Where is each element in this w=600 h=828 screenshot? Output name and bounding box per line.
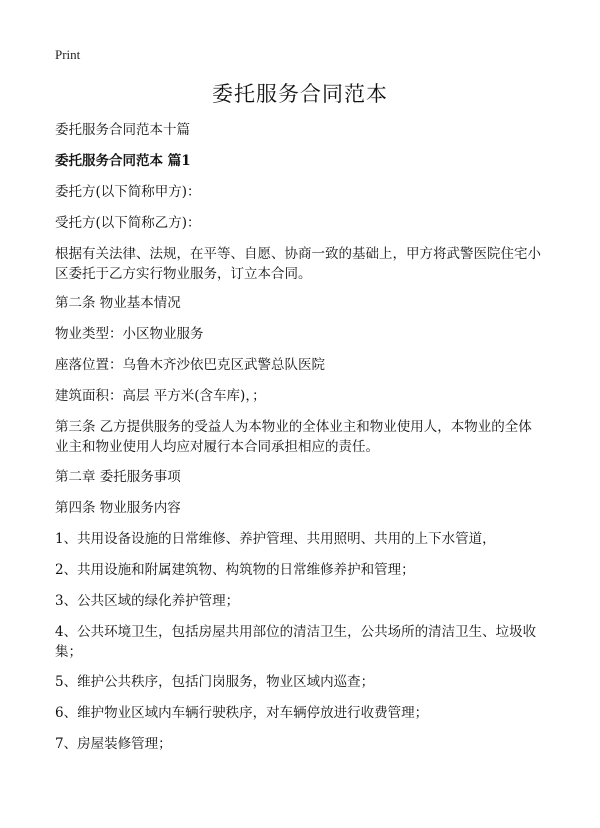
- list-item: 3、公共区域的绿化养护管理；: [55, 593, 240, 609]
- article-heading: 第二条 物业基本情况: [55, 295, 181, 311]
- list-item: 7、房屋装修管理；: [55, 736, 172, 752]
- list-item: 2、共用设施和附属建筑物、构筑物的日常维修养护和管理；: [55, 562, 415, 578]
- chapter-heading: 第二章 委托服务事项: [55, 469, 181, 485]
- subtitle-paragraph: 委托服务合同范本十篇: [55, 122, 190, 138]
- preamble-paragraph: 根据有关法律、法规，在平等、自愿、协商一致的基础上，甲方将武警医院住宅小区委托于乙方实行物业服务，订立本合同。: [55, 246, 541, 282]
- list-item: 4、公共环境卫生，包括房屋共用部位的清洁卫生，公共场所的清洁卫生、垃圾收集；: [55, 624, 537, 660]
- list-item: 5、维护公共秩序，包括门岗服务，物业区域内巡查；: [55, 674, 375, 690]
- section-heading: 委托服务合同范本 篇1: [55, 153, 191, 169]
- print-link[interactable]: Print: [55, 47, 81, 62]
- list-item: 6、维护物业区域内车辆行驶秩序，对车辆停放进行收费管理；: [55, 705, 429, 721]
- document-title: 委托服务合同范本: [212, 82, 388, 106]
- article-paragraph: 第三条 乙方提供服务的受益人为本物业的全体业主和物业使用人，本物业的全体业主和物业使用人均应对履行本合同承担相应的责任。: [55, 419, 532, 455]
- article-heading: 第四条 物业服务内容: [55, 500, 181, 516]
- party-b-line: 受托方(以下简称乙方)：: [55, 215, 201, 231]
- party-a-line: 委托方(以下简称甲方)：: [55, 184, 201, 200]
- area-line: 建筑面积：高层 平方米(含车库)，；: [55, 388, 266, 404]
- list-item: 1、共用设备设施的日常维修、养护管理、共用照明、共用的上下水管道，: [55, 531, 496, 547]
- property-type-line: 物业类型：小区物业服务: [55, 326, 204, 342]
- location-line: 座落位置：乌鲁木齐沙依巴克区武警总队医院: [55, 357, 325, 373]
